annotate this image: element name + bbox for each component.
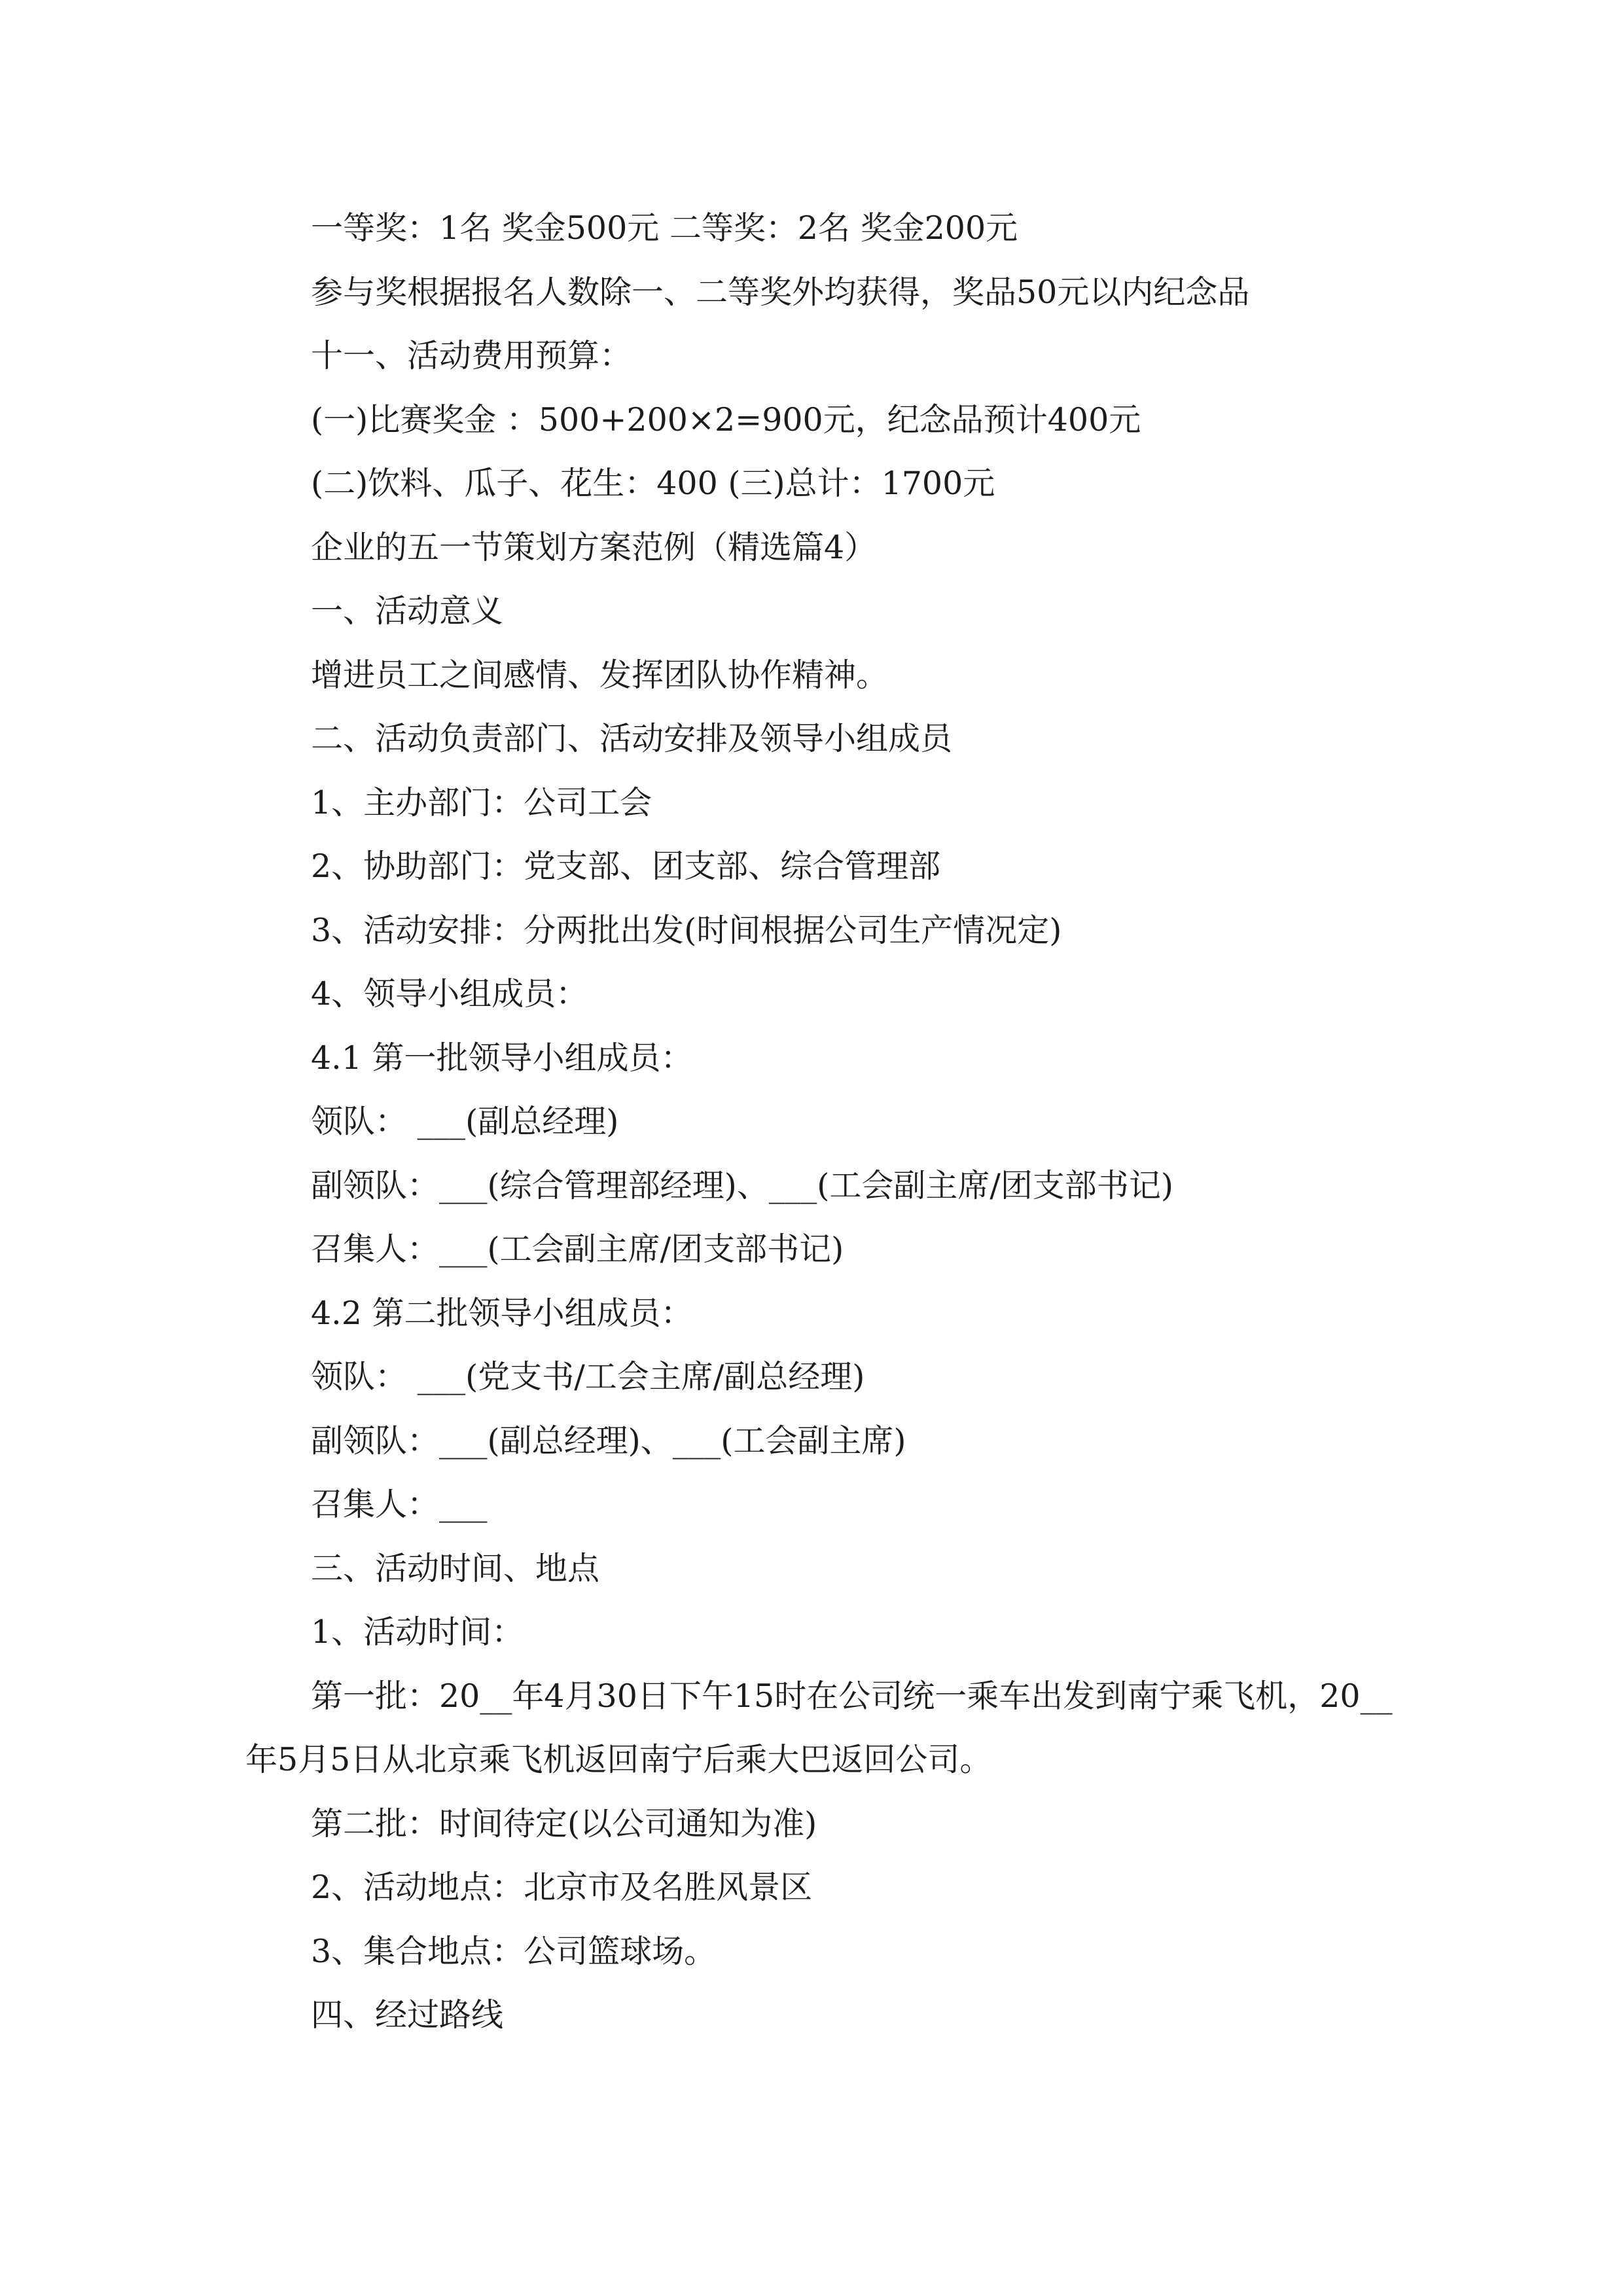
text-line: 一等奖：1名 奖金500元 二等奖：2名 奖金200元: [311, 209, 1018, 247]
section-heading: 四、经过路线: [311, 1996, 504, 2034]
text-line: 第二批：时间待定(以公司通知为准): [311, 1804, 817, 1842]
section-heading: 十一、活动费用预算：: [311, 337, 632, 374]
text-line: 参与奖根据报名人数除一、二等奖外均获得，奖品50元以内纪念品: [311, 273, 1250, 311]
text-line: 3、活动安排：分两批出发(时间根据公司生产情况定): [311, 911, 1062, 949]
text-line: 1、活动时间：: [311, 1613, 524, 1651]
text-line: 副领队：___(综合管理部经理)、___(工会副主席/团支部书记): [311, 1166, 1173, 1204]
text-line: 召集人：___(工会副主席/团支部书记): [311, 1230, 844, 1268]
text-line: 召集人：___: [311, 1486, 488, 1523]
text-line: 4、领导小组成员：: [311, 975, 588, 1013]
text-line: 领队： ___(副总经理): [311, 1103, 619, 1140]
text-line: 4.2 第二批领导小组成员：: [311, 1294, 693, 1332]
batch1-paragraph: [245, 1664, 1393, 1792]
text-line: 1、主办部门：公司工会: [311, 783, 652, 821]
text-line: (二)饮料、瓜子、花生：400 (三)总计：1700元: [311, 465, 995, 502]
text-line: 副领队：___(副总经理)、___(工会副主席): [311, 1422, 906, 1460]
text-line: 4.1 第一批领导小组成员：: [311, 1039, 693, 1077]
text-line: 2、活动地点：北京市及名胜风景区: [311, 1869, 813, 1906]
batch1-first-line: 第一批：20__年4月30日下午15时在公司统一乘车出发到南宁乘飞机，20__: [311, 1677, 1393, 1715]
batch1-continuation-line: 年5月5日从北京乘飞机返回南宁后乘大巴返回公司。: [245, 1741, 992, 1778]
section-heading: 二、活动负责部门、活动安排及领导小组成员: [311, 720, 953, 757]
text-line: 2、协助部门：党支部、团支部、综合管理部: [311, 848, 941, 885]
document-body: [245, 196, 1393, 2047]
section-heading: 三、活动时间、地点: [311, 1549, 600, 1587]
text-line: 增进员工之间感情、发挥团队协作精神。: [311, 656, 889, 694]
text-line: 3、集合地点：公司篮球场。: [311, 1932, 717, 1970]
text-line: 领队： ___(党支书/工会主席/副总经理): [311, 1358, 865, 1395]
section-heading: 一、活动意义: [311, 592, 504, 630]
text-line: (一)比赛奖金 ：500+200×2=900元，纪念品预计400元: [311, 401, 1141, 439]
document-title: 企业的五一节策划方案范例（精选篇4）: [311, 528, 877, 566]
